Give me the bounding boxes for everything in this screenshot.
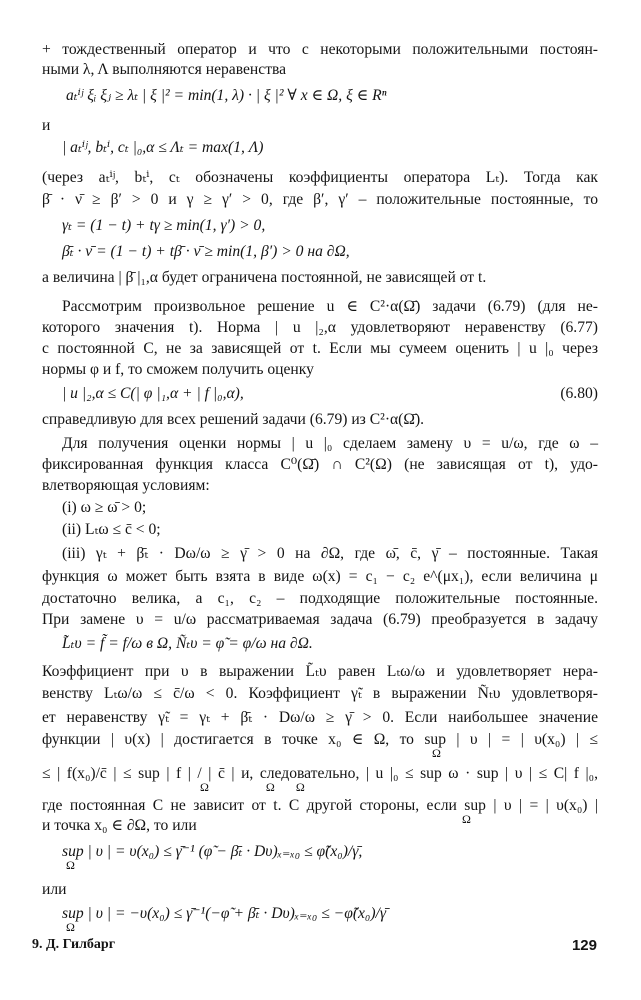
formula-beta-t: β̄ₜ · ν̄ = (1 − t) + tβ̄ · ν̄ ≥ min(1, β′) > 0 на ∂Ω, bbox=[62, 243, 350, 260]
formula-gamma-t: γₜ = (1 − t) + tγ ≥ min(1, γ′) > 0, bbox=[62, 217, 266, 234]
condition-iii: (iii) γₜ + β̄ₜ · Dω/ω ≥ γ̄ > 0 на ∂Ω, где ω̄, c̄, γ̄ – постоянные. Такая bbox=[62, 545, 598, 562]
formula-case-1: sup | υ | = υ(x₀) ≤ γ̄⁻¹ (φ̃ − β̄ₜ · Dυ)ₓ₌ₓ₀ ≤ φ̃(x₀)/γ̄, bbox=[62, 843, 363, 860]
equation-6-80 bbox=[62, 384, 598, 404]
text-line-6: Рассмотрим произвольное решение u ∈ C²·α(Ω̄) задачи (6.79) (для не- bbox=[62, 298, 598, 315]
text-line-22: где постоянная C не зависит от t. С другой стороны, если sup | υ | = | υ(x₀) | bbox=[42, 797, 598, 814]
formula-estimate: | u |₂,α ≤ C(| φ |₁,α + | f |₀,α), bbox=[62, 385, 244, 402]
text-line-8: с постоянной C, не за зависящей от t. Если мы сумеем оценить | u |₀ через bbox=[42, 340, 598, 357]
formula-coefficient-bound: | aₜⁱʲ, bₜⁱ, cₜ |₀,α ≤ Λₜ = max(1, Λ) bbox=[62, 139, 264, 156]
text-line-7: которого значения t). Норма | u |₂,α удовлетворяют неравенству (6.77) bbox=[42, 319, 598, 336]
text-line-14: функция ω может быть взята в виде ω(x) = c₁ − c₂ e^(μx₁), если величина μ bbox=[42, 568, 598, 585]
signature-footer: 9. Д. Гилбарг bbox=[32, 937, 116, 952]
text-line-15: достаточно велика, а c₁, c₂ – подходящие положительные постоянные. bbox=[42, 590, 598, 607]
sup-subscript-1: Ω bbox=[432, 746, 441, 760]
sup-subscript-4: Ω bbox=[66, 858, 75, 872]
formula-case-2: sup | υ | = −υ(x₀) ≤ γ̄⁻¹(−φ̃ + β̄ₜ · Dυ)ₓ₌ₓ₀ ≤ −φ̃(x₀)/γ̄ bbox=[62, 905, 387, 922]
text-line-2: ными λ, Λ выполняются неравенства bbox=[42, 61, 287, 78]
text-line-and: и bbox=[42, 117, 51, 134]
text-line-11: Для получения оценки нормы | u |₀ сделаем замену υ = u/ω, где ω – bbox=[62, 435, 598, 452]
text-line-16: При замене υ = u/ω рассматриваемая задача (6.79) преобразуется в задачу bbox=[42, 611, 598, 628]
page-number: 129 bbox=[571, 937, 597, 954]
sup-subscript-3: Ω bbox=[462, 812, 471, 826]
text-line-20: функции | υ(x) | достигается в точке x₀ ∈ Ω, то sup | υ | = | υ(x₀) | ≤ bbox=[42, 731, 598, 748]
text-line-3: (через aₜⁱʲ, bₜⁱ, cₜ обозначены коэффициенты оператора Lₜ). Тогда как bbox=[42, 169, 598, 186]
text-line-23: и точка x₀ ∈ ∂Ω, то или bbox=[42, 817, 197, 834]
text-line-21: ≤ | f(x₀)/c̄ | ≤ sup | f | / | c̄ | и, следовательно, | u |₀ ≤ sup ω · sup | υ | ≤ C| f |₀, bbox=[42, 765, 598, 782]
text-line-1: + тождественный оператор и что с некоторыми положительными постоян- bbox=[42, 41, 598, 58]
condition-ii: (ii) Lₜω ≤ c̄ < 0; bbox=[62, 521, 161, 538]
text-line-18: венству Lₜω/ω ≤ c̄/ω < 0. Коэффициент γ̃ₜ в выражении Ñₜυ удовлетворя- bbox=[42, 685, 598, 702]
text-line-9: нормы φ и f, то сможем получить оценку bbox=[42, 361, 314, 378]
text-line-4: β̄ · ν̄ ≥ β′ > 0 и γ ≥ γ′ > 0, где β′, γ′ – положительные постоянные, то bbox=[42, 191, 598, 208]
text-line-12: фиксированная функция класса C⁰(Ω̄) ∩ C²(Ω) (не зависящая от t), удо- bbox=[42, 456, 598, 473]
formula-transformed-problem: L̃ₜυ = f̃ = f/ω в Ω, Ñₜυ = φ̃ = φ/ω на ∂Ω. bbox=[62, 635, 313, 652]
text-line-17: Коэффициент при υ в выражении L̃ₜυ равен Lₜω/ω и удовлетворяет нера- bbox=[42, 663, 598, 680]
text-line-19: ет неравенству γ̃ₜ = γₜ + β̄ₜ · Dω/ω ≥ γ̄ > 0. Если наибольшее значение bbox=[42, 709, 598, 726]
sup-subscript-5: Ω bbox=[66, 920, 75, 934]
formula-ellipticity: aₜⁱʲ ξᵢ ξⱼ ≥ λₜ | ξ |² = min(1, λ) · | ξ |² ∀ x ∈ Ω, ξ ∈ Rⁿ bbox=[66, 87, 387, 104]
condition-i: (i) ω ≥ ω̄ > 0; bbox=[62, 499, 147, 516]
equation-number: (6.80) bbox=[560, 385, 598, 402]
text-line-5: а величина | β̄ |₁,α будет ограничена постоянной, не зависящей от t. bbox=[42, 269, 487, 286]
text-line-10: справедливую для всех решений задачи (6.79) из C²·α(Ω̄). bbox=[42, 411, 425, 428]
text-line-or: или bbox=[42, 881, 67, 898]
text-line-13: влетворяющая условиям: bbox=[42, 477, 210, 494]
sup-subscript-2: Ω Ω Ω bbox=[200, 780, 305, 794]
